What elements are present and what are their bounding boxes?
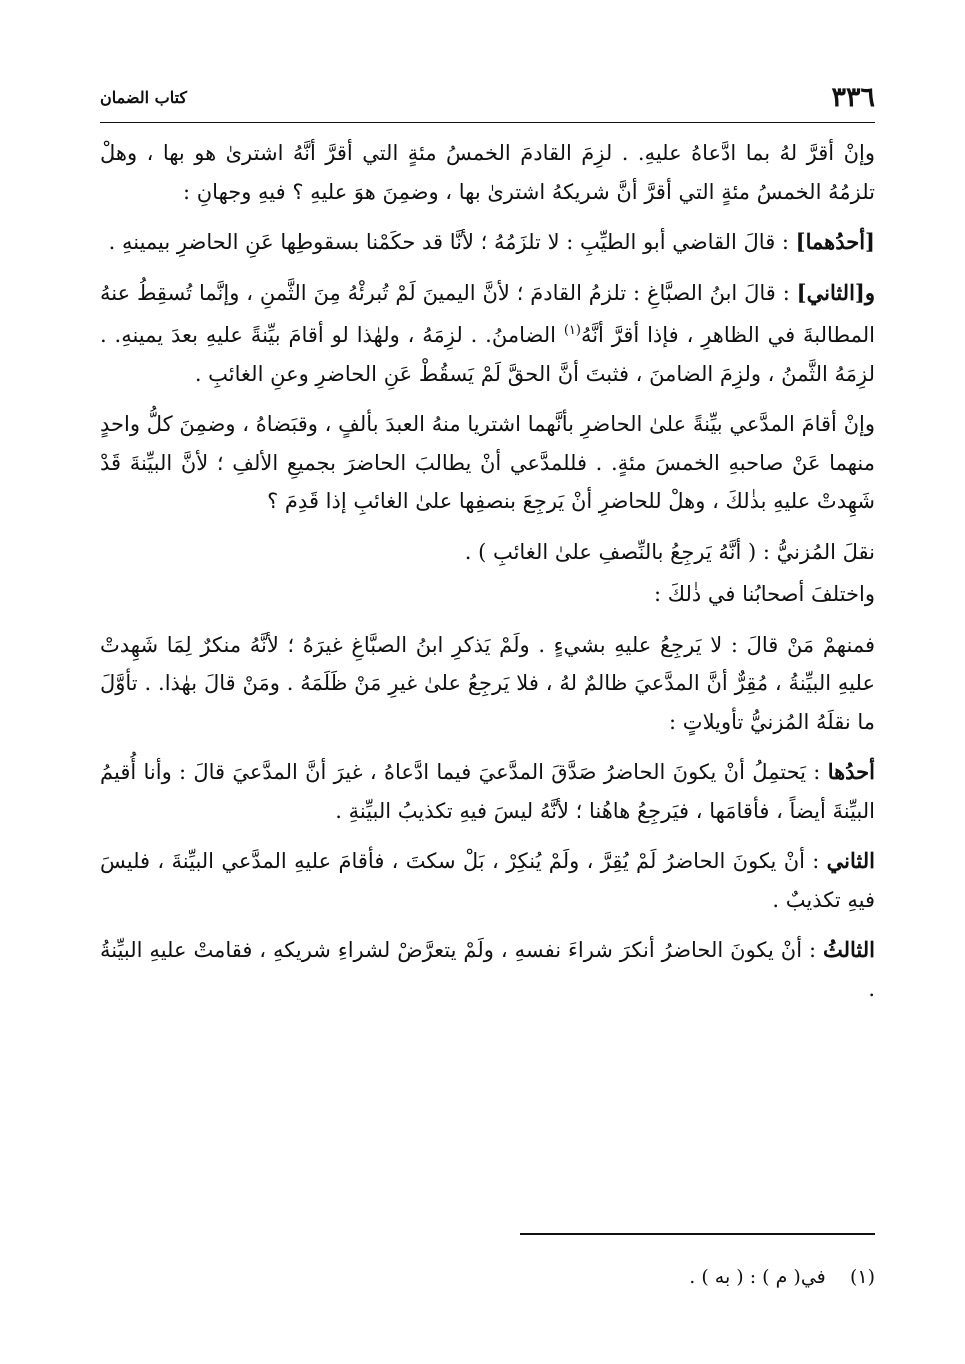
paragraph-text: وإنْ أقامَ المدَّعي بيِّنةً علىٰ الحاضرِ بأنَّهما اشتريا منهُ العبدَ بألفٍ ، وقبَضاهُ ، وضمِنَ كلُّ واحدٍ منهما عَنْ صاحبهِ الخمسَ مئةٍ. . فللمدَّعي أنْ يطالبَ الحاضرَ بجميعِ الألفِ ؛ لأنَّ البيِّنةَ قَدْ شَهِدتْ عليهِ بذٰلكَ ، وهلْ للحاضرِ أنْ يَرجِعَ بنصفِها علىٰ الغائبِ إذا قَدِمَ ؟: [100, 412, 875, 513]
paragraph-text: نقلَ المُزنيُّ : ( أنَّهُ يَرجِعُ بالنِّصفِ علىٰ الغائبِ ) .: [464, 539, 875, 564]
paragraph-4: [100, 405, 875, 521]
main-text: [100, 134, 875, 1020]
paragraph-text: فمنهمْ مَنْ قالَ : لا يَرجِعُ عليهِ بشيءٍ . ولَمْ يَذكرِ ابنُ الصبَّاغِ غيرَهُ ؛ لأنَّهُ منكرٌ لِمَا شَهِدتْ عليهِ البيِّنةُ ، مُقِرٌّ أنَّ المدَّعيَ ظالمٌ لهُ ، فلا يَرجِعُ علىٰ غيرِ مَنْ ظَلَمَهُ . ومَنْ قالَ بهٰذا. . تأوَّلَ ما نقلَهُ المُزنيُّ تأويلاتٍ :: [100, 632, 875, 734]
paragraph-lead: و[الثاني]: [796, 279, 875, 305]
paragraph-text-continued: الضامنُ. . لزِمَهُ ، ولهٰذا لو أقامَ بيِّنةً عليهِ بعدَ يمينهِ. . لزِمَهُ الثَّمنُ ، ولزِمَ الضامنَ ، فثبتَ أنَّ الحقَّ لَمْ يَسقُطْ عَنِ الحاضرِ وعنِ الغائبِ .: [100, 323, 875, 386]
paragraph-text: وإنْ أقرَّ لهُ بما ادَّعاهُ عليهِ. . لزِمَ القادمَ الخمسُ مئةٍ التي أقرَّ أنَّهُ اشترىٰ هو بها ، وهلْ تلزمُهُ الخمسُ مئةٍ التي أقرَّ أنَّ شريكهُ اشترىٰ بها ، وضمِنَ هوَ عليهِ ؟ فيهِ وجهانِ :: [100, 141, 875, 204]
paragraph-3: [100, 274, 875, 394]
paragraph-text: : أنْ يكونَ الحاضرُ لَمْ يُقِرَّ ، ولَمْ يُنكِرْ ، بَلْ سكتَ ، فأقامَ عليهِ المدَّعي البيِّنةَ ، فليسَ فيهِ تكذيبٌ .: [100, 849, 875, 912]
paragraph-6: [100, 575, 875, 614]
page-header: [100, 82, 875, 122]
footnote-text: في( م ) : ( به ) .: [689, 1266, 826, 1288]
paragraph-text: : أنْ يكونَ الحاضرُ أنكرَ شراءَ نفسهِ ، ولَمْ يتعرَّضْ لشراءِ شريكهِ ، فقامتْ عليهِ البيِّنةُ .: [100, 938, 875, 1001]
paragraph-2: [100, 223, 875, 262]
paragraph-text: واختلفَ أصحابُنا في ذٰلكَ :: [654, 582, 875, 606]
footnote: [100, 1262, 875, 1292]
paragraph-10: [100, 931, 875, 1008]
paragraph-9: [100, 842, 875, 919]
paragraph-lead: [أحدُهما]: [795, 229, 875, 254]
page-number: ٣٣٦: [831, 82, 875, 113]
running-title: كتاب الضمان: [100, 88, 188, 107]
paragraph-text: : قالَ ابنُ الصبَّاغِ : تلزمُ القادمَ ؛ لأنَّ اليمينَ لَمْ تُبرئْهُ مِنَ الثَّمنِ ، وإنَّما تُسقِطُ عنهُ المطالبةَ في الظاهرِ ، فإذا أقرَّ أنَّهُ: [100, 280, 875, 347]
paragraph-text: : قالَ القاضي أبو الطيِّبِ : لا تلزَمُهُ ؛ لأنَّا قد حكَمْنا بسقوطِها عَنِ الحاضرِ بيمينهِ .: [108, 230, 796, 254]
footnote-reference: (١): [563, 323, 581, 338]
paragraph-lead: الثاني: [826, 848, 875, 873]
paragraph-lead: الثالثُ: [823, 937, 875, 962]
paragraph-8: [100, 753, 875, 830]
header-divider: [100, 122, 875, 123]
footnote-marker: (١): [849, 1266, 875, 1288]
paragraph-7: [100, 626, 875, 742]
paragraph-lead: أحدُها: [827, 759, 875, 784]
paragraph-text: : يَحتمِلُ أنْ يكونَ الحاضرُ صَدَّقَ المدَّعيَ فيما ادَّعاهُ ، غيرَ أنَّ المدَّعيَ قالَ : وأنا أُقيمُ البيِّنةَ أيضاً ، فأقامَها ، فيَرجِعُ هاهُنا ؛ لأنَّهُ ليسَ فيهِ تكذيبُ البيِّنةِ .: [100, 760, 875, 823]
paragraph-1: [100, 134, 875, 211]
paragraph-5: [100, 533, 875, 572]
footnote-divider: [520, 1233, 875, 1235]
